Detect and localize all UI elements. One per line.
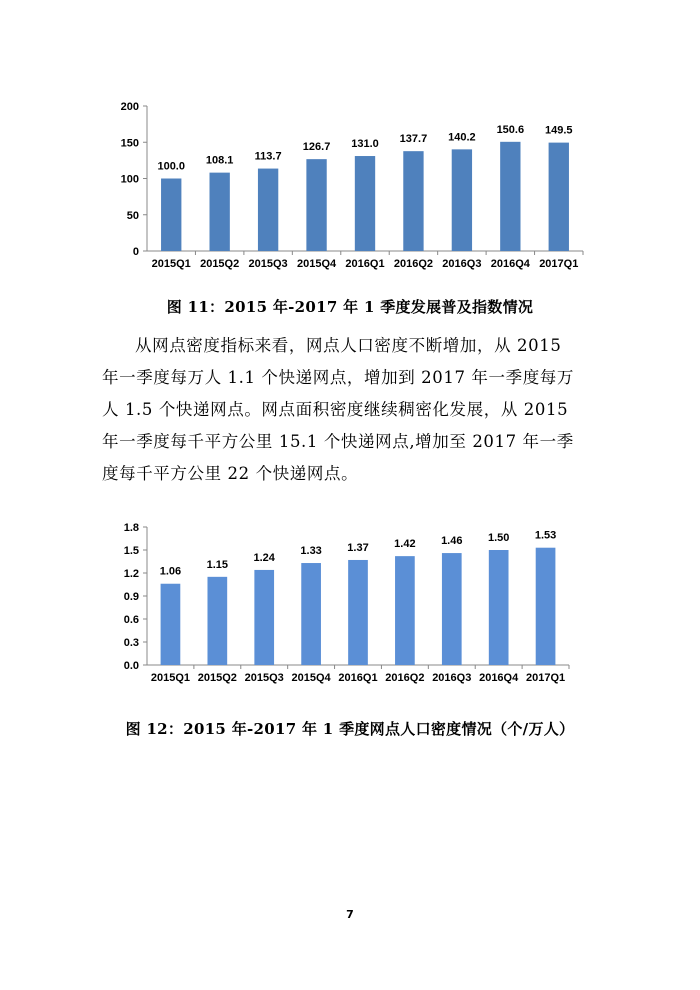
data-label-2017Q1: 1.53 bbox=[534, 529, 557, 542]
y-tick-label: 1.8 bbox=[123, 522, 139, 534]
category-label-2016Q1: 2016Q1 bbox=[338, 672, 378, 684]
paragraph-line-1-text: 从网点密度指标来看，网点人口密度不断增加，从 2015 bbox=[135, 336, 562, 355]
bar-2016Q4 bbox=[500, 142, 520, 251]
paragraph-line-4: 年一季度每千平方公里 15.1 个快递网点,增加至 2017 年一季 bbox=[102, 432, 574, 451]
bar-2016Q2 bbox=[403, 151, 423, 251]
y-tick-label: 1.2 bbox=[123, 568, 139, 580]
y-tick-label: 0.3 bbox=[123, 637, 139, 649]
bar-2016Q1 bbox=[348, 560, 368, 665]
bar-2016Q2 bbox=[395, 556, 415, 665]
data-label-2016Q3: 1.46 bbox=[441, 535, 463, 548]
data-label-2016Q2: 1.42 bbox=[394, 538, 416, 551]
category-label-2015Q3: 2015Q3 bbox=[244, 672, 284, 684]
data-label-2016Q1: 1.37 bbox=[347, 541, 369, 554]
y-tick-label: 150 bbox=[120, 137, 139, 150]
category-label-2016Q4: 2016Q4 bbox=[479, 672, 519, 684]
category-label-2015Q1: 2015Q1 bbox=[151, 258, 191, 270]
paragraph-line-2: 年一季度每万人 1.1 个快递网点，增加到 2017 年一季度每万 bbox=[102, 368, 575, 387]
y-tick-label: 100 bbox=[120, 173, 139, 186]
y-tick-label: 0.6 bbox=[123, 614, 139, 626]
data-label-2015Q2: 1.15 bbox=[206, 558, 229, 571]
bar-2015Q3 bbox=[258, 169, 278, 251]
category-label-2015Q2: 2015Q2 bbox=[197, 672, 237, 684]
paragraph-line-5: 度每千平方公里 22 个快递网点。 bbox=[102, 464, 359, 483]
data-label-2015Q3: 1.24 bbox=[253, 551, 275, 564]
category-label-2015Q3: 2015Q3 bbox=[248, 258, 288, 270]
chart-development-index-svg bbox=[0, 90, 700, 280]
category-label-2015Q4: 2015Q4 bbox=[296, 258, 337, 270]
category-label-2017Q1: 2017Q1 bbox=[539, 258, 579, 270]
data-label-2015Q2: 108.1 bbox=[205, 154, 234, 167]
y-tick-label: 0.9 bbox=[123, 591, 139, 603]
bar-2015Q1 bbox=[161, 584, 181, 665]
bar-2015Q4 bbox=[301, 563, 321, 665]
data-label-2015Q3: 113.7 bbox=[254, 150, 282, 163]
bar-2015Q3 bbox=[254, 570, 274, 665]
paragraph-line-1 bbox=[102, 330, 602, 362]
data-label-2016Q4: 1.50 bbox=[487, 532, 510, 544]
bar-2015Q2 bbox=[207, 577, 227, 665]
chart-population-density-svg bbox=[0, 515, 700, 695]
category-label-2015Q2: 2015Q2 bbox=[200, 258, 240, 270]
category-label-2017Q1: 2017Q1 bbox=[525, 672, 566, 684]
bar-2017Q1 bbox=[549, 143, 569, 251]
data-label-2016Q2: 137.7 bbox=[399, 133, 428, 146]
y-tick-label: 1.5 bbox=[123, 545, 139, 557]
data-label-2016Q4: 150.6 bbox=[496, 123, 525, 136]
data-label-2015Q1: 100.0 bbox=[157, 160, 185, 173]
chart-development-index bbox=[0, 90, 700, 280]
data-label-2015Q4: 1.33 bbox=[300, 545, 322, 558]
y-tick-label: 0 bbox=[132, 246, 139, 258]
bar-2016Q1 bbox=[355, 156, 375, 251]
page-number: 7 bbox=[346, 908, 354, 921]
y-tick-label: 0.0 bbox=[123, 660, 139, 672]
paragraph-line-3: 人 1.5 个快递网点。网点面积密度继续稠密化发展，从 2015 bbox=[102, 400, 569, 419]
y-tick-label: 200 bbox=[120, 101, 139, 113]
category-label-2016Q2: 2016Q2 bbox=[393, 258, 434, 270]
category-label-2016Q2: 2016Q2 bbox=[385, 672, 425, 684]
body-paragraph bbox=[102, 330, 602, 490]
bar-2017Q1 bbox=[536, 548, 556, 665]
category-label-2016Q1: 2016Q1 bbox=[345, 258, 385, 270]
bar-2015Q1 bbox=[161, 179, 181, 252]
category-label-2015Q4: 2015Q4 bbox=[291, 672, 331, 684]
bar-2016Q3 bbox=[442, 553, 462, 665]
bar-2015Q2 bbox=[209, 173, 229, 251]
bar-2016Q4 bbox=[489, 550, 509, 665]
category-label-2016Q4: 2016Q4 bbox=[490, 258, 530, 270]
bar-2015Q4 bbox=[306, 159, 326, 251]
category-label-2016Q3: 2016Q3 bbox=[442, 258, 482, 270]
data-label-2015Q1: 1.06 bbox=[159, 565, 182, 578]
data-label-2017Q1: 149.5 bbox=[545, 124, 573, 137]
data-label-2016Q1: 131.0 bbox=[351, 138, 379, 151]
category-label-2016Q3: 2016Q3 bbox=[432, 672, 472, 684]
bar-2016Q3 bbox=[452, 149, 472, 251]
chart-population-density bbox=[0, 515, 700, 695]
figure-12-caption: 图 12：2015 年-2017 年 1 季度网点人口密度情况（个/万人） bbox=[125, 720, 575, 738]
figure-11-caption: 图 11：2015 年-2017 年 1 季度发展普及指数情况 bbox=[166, 298, 534, 316]
y-tick-label: 50 bbox=[126, 209, 139, 222]
category-label-2015Q1: 2015Q1 bbox=[150, 672, 191, 684]
data-label-2016Q3: 140.2 bbox=[448, 131, 476, 144]
data-label-2015Q4: 126.7 bbox=[302, 141, 331, 154]
